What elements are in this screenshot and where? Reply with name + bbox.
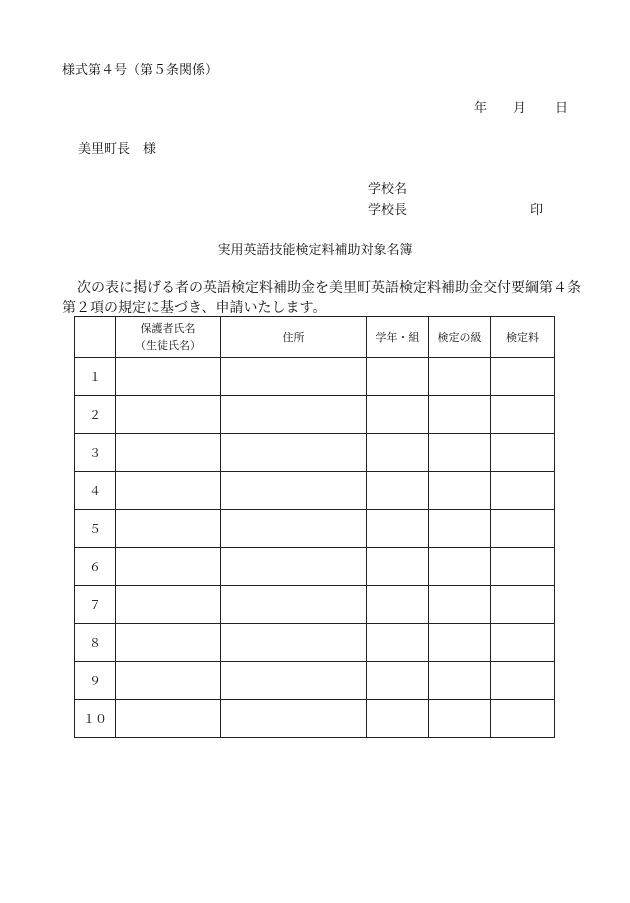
test-level-cell[interactable] — [429, 358, 491, 396]
guardian-name-cell[interactable] — [116, 662, 221, 700]
row-number: ６ — [75, 548, 116, 586]
row-number: ５ — [75, 510, 116, 548]
row-number: ３ — [75, 434, 116, 472]
guardian-name-cell[interactable] — [116, 358, 221, 396]
table-row — [75, 396, 555, 434]
body-text-line-2: 第２項の規定に基づき、申請いたします。 — [62, 300, 327, 316]
table-row — [75, 662, 555, 700]
address-cell[interactable] — [221, 434, 367, 472]
body-text-line-1: 次の表に掲げる者の英語検定料補助金を美里町英語検定料補助金交付要綱第４条 — [77, 280, 581, 296]
header-guardian-line-2: （生徒氏名） — [135, 339, 201, 352]
table-row — [75, 434, 555, 472]
header-guardian-name — [116, 317, 221, 358]
address-cell[interactable] — [221, 548, 367, 586]
date-month-label: 月 — [513, 101, 527, 116]
grade-class-cell[interactable] — [367, 472, 429, 510]
grade-class-cell[interactable] — [367, 358, 429, 396]
principal-label: 学校長 — [368, 203, 408, 218]
header-number — [75, 317, 116, 358]
test-level-cell[interactable] — [429, 662, 491, 700]
header-address: 住所 — [221, 317, 367, 358]
test-fee-cell[interactable] — [491, 358, 555, 396]
table-row — [75, 510, 555, 548]
address-cell[interactable] — [221, 510, 367, 548]
row-number: ９ — [75, 662, 116, 700]
row-number: １ — [75, 358, 116, 396]
row-number: ７ — [75, 586, 116, 624]
address-cell[interactable] — [221, 586, 367, 624]
document-title: 実用英語技能検定料補助対象名簿 — [217, 243, 413, 258]
row-number: ２ — [75, 396, 116, 434]
test-level-cell[interactable] — [429, 586, 491, 624]
form-number: 様式第４号（第５条関係） — [62, 63, 219, 78]
test-level-cell[interactable] — [429, 548, 491, 586]
row-number: １０ — [75, 700, 116, 738]
test-fee-cell[interactable] — [491, 548, 555, 586]
address-cell[interactable] — [221, 624, 367, 662]
header-test-level: 検定の級 — [429, 317, 491, 358]
row-number: ４ — [75, 472, 116, 510]
guardian-name-cell[interactable] — [116, 624, 221, 662]
test-level-cell[interactable] — [429, 396, 491, 434]
guardian-name-cell[interactable] — [116, 586, 221, 624]
addressee-name: 美里町長 — [78, 142, 131, 157]
test-level-cell[interactable] — [429, 434, 491, 472]
address-cell[interactable] — [221, 396, 367, 434]
seal-mark: 印 — [530, 203, 544, 218]
table-row — [75, 472, 555, 510]
test-fee-cell[interactable] — [491, 662, 555, 700]
test-fee-cell[interactable] — [491, 624, 555, 662]
grade-class-cell[interactable] — [367, 510, 429, 548]
table-row — [75, 624, 555, 662]
address-cell[interactable] — [221, 358, 367, 396]
test-level-cell[interactable] — [429, 472, 491, 510]
test-level-cell[interactable] — [429, 624, 491, 662]
addressee — [78, 138, 156, 157]
table-header-row — [75, 317, 555, 358]
test-fee-cell[interactable] — [491, 472, 555, 510]
header-grade-class: 学年・組 — [367, 317, 429, 358]
date-year-label: 年 — [474, 101, 488, 116]
test-level-cell[interactable] — [429, 700, 491, 738]
address-cell[interactable] — [221, 662, 367, 700]
grade-class-cell[interactable] — [367, 700, 429, 738]
grade-class-cell[interactable] — [367, 548, 429, 586]
grade-class-cell[interactable] — [367, 586, 429, 624]
school-name-label: 学校名 — [368, 182, 408, 197]
guardian-name-cell[interactable] — [116, 396, 221, 434]
guardian-name-cell[interactable] — [116, 700, 221, 738]
test-fee-cell[interactable] — [491, 700, 555, 738]
table-row — [75, 548, 555, 586]
guardian-name-cell[interactable] — [116, 434, 221, 472]
row-number: ８ — [75, 624, 116, 662]
roster-table — [74, 316, 555, 738]
guardian-name-cell[interactable] — [116, 548, 221, 586]
addressee-honorific: 様 — [143, 142, 157, 157]
grade-class-cell[interactable] — [367, 396, 429, 434]
test-fee-cell[interactable] — [491, 396, 555, 434]
grade-class-cell[interactable] — [367, 662, 429, 700]
address-cell[interactable] — [221, 700, 367, 738]
test-fee-cell[interactable] — [491, 510, 555, 548]
address-cell[interactable] — [221, 472, 367, 510]
guardian-name-cell[interactable] — [116, 472, 221, 510]
header-guardian-line-1: 保護者氏名 — [140, 322, 196, 335]
table-row — [75, 358, 555, 396]
grade-class-cell[interactable] — [367, 434, 429, 472]
guardian-name-cell[interactable] — [116, 510, 221, 548]
test-level-cell[interactable] — [429, 510, 491, 548]
grade-class-cell[interactable] — [367, 624, 429, 662]
test-fee-cell[interactable] — [491, 434, 555, 472]
test-fee-cell[interactable] — [491, 586, 555, 624]
table-row — [75, 700, 555, 738]
date-day-label: 日 — [555, 101, 569, 116]
table-row — [75, 586, 555, 624]
header-test-fee: 検定料 — [491, 317, 555, 358]
